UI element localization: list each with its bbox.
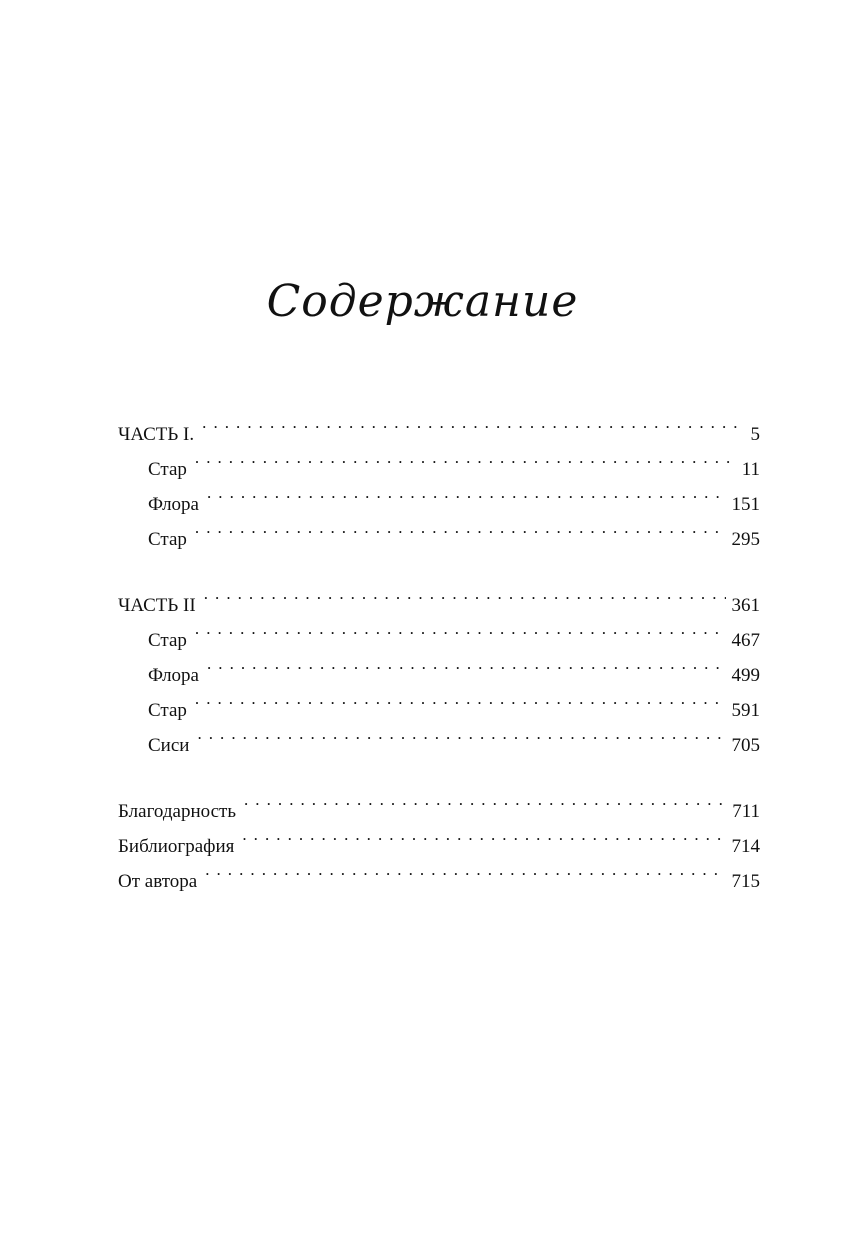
dot-leader xyxy=(197,716,725,751)
toc-entry-page: 715 xyxy=(726,864,761,899)
toc-entry xyxy=(118,782,760,822)
toc-group-back-matter xyxy=(118,782,760,892)
toc-entry-page: 705 xyxy=(726,728,761,763)
dot-leader xyxy=(195,510,726,545)
dot-leader xyxy=(205,852,725,887)
page-title: Содержание xyxy=(266,276,579,327)
toc-entry-page: 295 xyxy=(726,522,761,557)
dot-leader xyxy=(195,681,726,716)
table-of-contents xyxy=(118,405,760,892)
toc-entry-label: Флора xyxy=(148,665,199,686)
toc-entry-label: Стар xyxy=(148,459,187,480)
dot-leader xyxy=(207,475,726,510)
dot-leader xyxy=(195,611,726,646)
toc-entry xyxy=(118,475,760,515)
toc-entry-label: Стар xyxy=(148,700,187,721)
toc-entry-label: ЧАСТЬ II xyxy=(118,595,196,616)
toc-entry-label: Сиси xyxy=(148,735,190,756)
toc-entry-label: Стар xyxy=(148,529,187,550)
toc-entry xyxy=(118,440,760,480)
toc-entry-page: 714 xyxy=(726,829,761,864)
toc-group-part-1 xyxy=(118,405,760,550)
toc-entry-page: 591 xyxy=(726,693,761,728)
toc-entry-label: ЧАСТЬ I. xyxy=(118,424,195,445)
toc-entry xyxy=(118,510,760,550)
toc-entry xyxy=(118,611,760,651)
toc-entry-page: 151 xyxy=(726,487,761,522)
toc-entry xyxy=(118,405,760,445)
toc-entry-page: 11 xyxy=(736,452,760,487)
toc-entry-page: 499 xyxy=(726,658,761,693)
toc-entry xyxy=(118,646,760,686)
toc-group-part-2 xyxy=(118,576,760,756)
toc-entry-label: Флора xyxy=(148,494,199,515)
dot-leader xyxy=(244,782,726,817)
toc-entry xyxy=(118,852,760,892)
toc-entry-label: Библиография xyxy=(118,836,235,857)
toc-entry-page: 467 xyxy=(726,623,761,658)
dot-leader xyxy=(207,646,726,681)
toc-entry-page: 711 xyxy=(726,794,760,829)
dot-leader xyxy=(202,405,744,440)
toc-entry-label: Благодарность xyxy=(118,801,236,822)
toc-entry-page: 5 xyxy=(745,417,761,452)
toc-entry-page: 361 xyxy=(726,588,761,623)
toc-entry-label: От автора xyxy=(118,871,198,892)
toc-entry xyxy=(118,716,760,756)
toc-entry xyxy=(118,681,760,721)
toc-entry-label: Стар xyxy=(148,630,187,651)
dot-leader xyxy=(195,440,736,475)
dot-leader xyxy=(204,576,726,611)
toc-entry xyxy=(118,576,760,616)
dot-leader xyxy=(242,817,725,852)
